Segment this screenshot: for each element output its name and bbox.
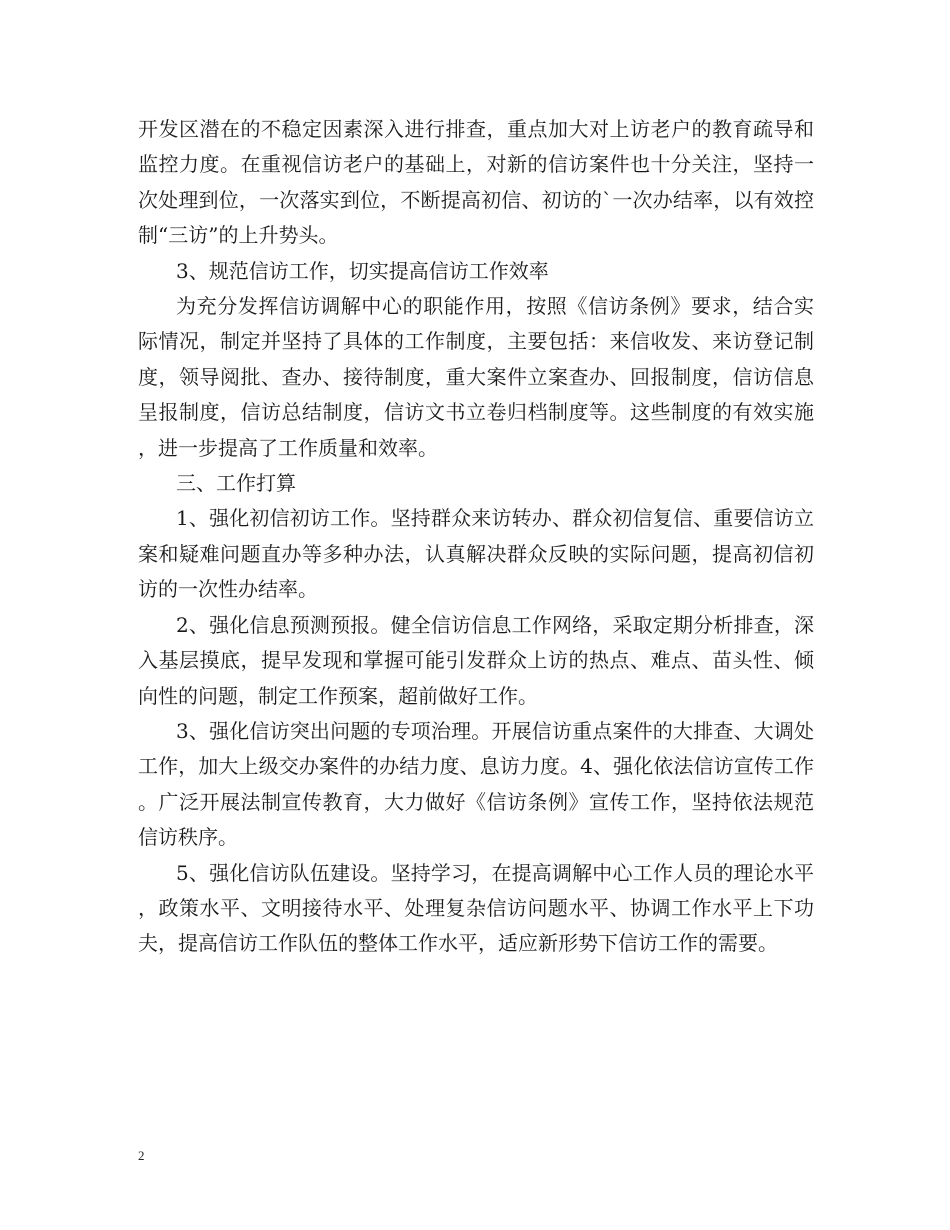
page-number: 2 (138, 1148, 145, 1163)
section-heading-work-plan: 三、工作打算 (176, 471, 296, 496)
paragraph-plan-item-3-4: 3、强化信访突出问题的专项治理。开展信访重点案件的大排查、大调处工作，加大上级交办案件的办结力度、息访力度。4、强化依法信访宣传工作。广泛开展法制宣传教育，大力做好《信访条例》宣传工作，坚持依法规范信访秩序。 (138, 718, 814, 850)
document-body (138, 112, 814, 962)
section-heading-standardize-petition-work: 3、规范信访工作，切实提高信访工作效率 (176, 258, 549, 283)
paragraph-plan-item-5: 5、强化信访队伍建设。坚持学习，在提高调解中心工作人员的理论水平，政策水平、文明接待水平、处理复杂信访问题水平、协调工作水平上下功夫，提高信访工作队伍的整体工作水平，适应新形势下信访工作的需要。 (138, 860, 814, 956)
paragraph-plan-item-2: 2、强化信息预测预报。健全信访信息工作网络，采取定期分析排查，深入基层摸底，提早发现和掌握可能引发群众上访的热点、难点、苗头性、倾向性的问题，制定工作预案，超前做好工作。 (138, 612, 814, 708)
paragraph-plan-item-1: 1、强化初信初访工作。坚持群众来访转办、群众初信复信、重要信访立案和疑难问题直办等多种办法，认真解决群众反映的实际问题，提高初信初访的一次性办结率。 (138, 506, 814, 602)
paragraph-work-system: 为充分发挥信访调解中心的职能作用，按照《信访条例》要求，结合实际情况，制定并坚持了具体的工作制度，主要包括：来信收发、来访登记制度，领导阅批、查办、接待制度，重大案件立案查办、回报制度，信访信息呈报制度，信访总结制度，信访文书立卷归档制度等。这些制度的有效实施，进一步提高了工作质量和效率。 (138, 294, 814, 460)
paragraph-continued: 开发区潜在的不稳定因素深入进行排查，重点加大对上访老户的教育疏导和监控力度。在重视信访老户的基础上，对新的信访案件也十分关注，坚持一次处理到位，一次落实到位，不断提高初信、初访的`一次办结率，以有效控制“三访”的上升势头。 (138, 117, 814, 248)
